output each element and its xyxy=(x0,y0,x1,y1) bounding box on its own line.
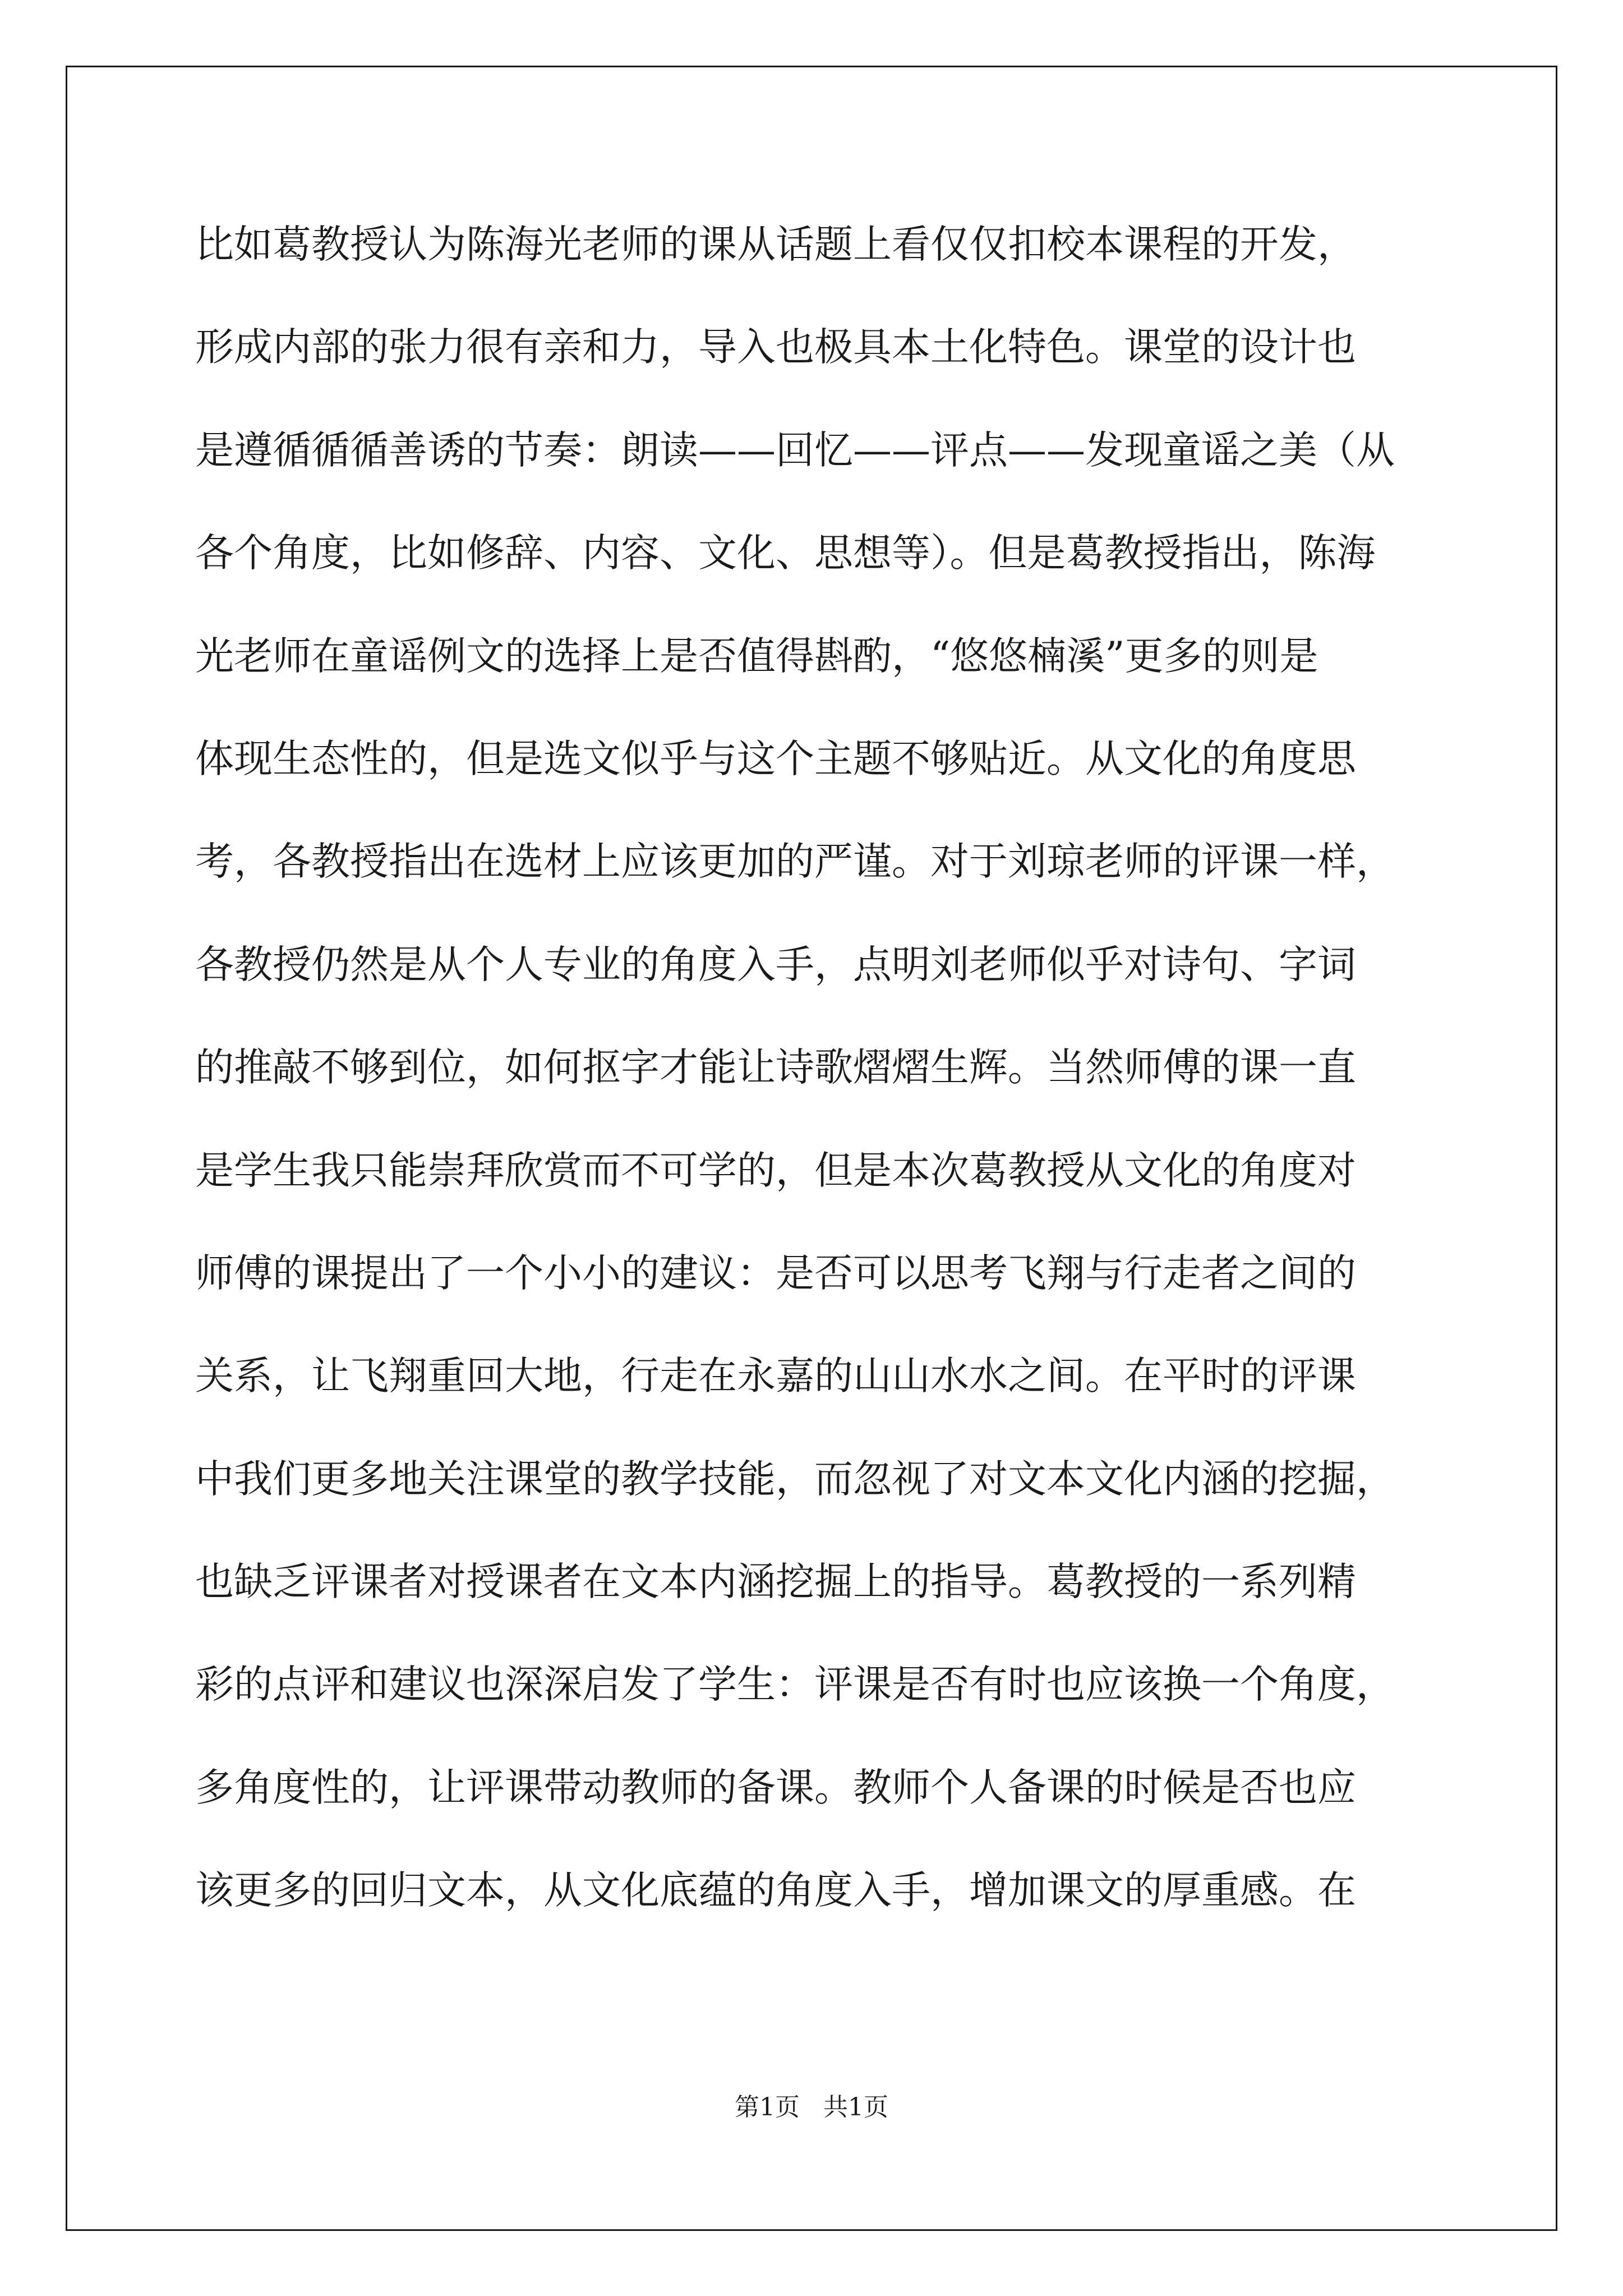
text-line: 是遵循循循善诱的节奏：朗读——回忆——评点——发现童谣之美（从 xyxy=(195,427,1395,473)
text-line: 多角度性的，让评课带动教师的备课。教师个人备课的时候是否也应 xyxy=(195,1765,1356,1810)
text-line: 体现生态性的，但是选文似乎与这个主题不够贴近。从文化的角度思 xyxy=(195,736,1356,781)
text-line: 是学生我只能崇拜欣赏而不可学的，但是本次葛教授从文化的角度对 xyxy=(195,1148,1356,1193)
text-line: 光老师在童谣例文的选择上是否值得斟酌，“悠悠楠溪”更多的则是 xyxy=(195,633,1318,679)
text-line: 形成内部的张力很有亲和力，导入也极具本土化特色。课堂的设计也 xyxy=(195,325,1356,370)
text-line: 各教授仍然是从个人专业的角度入手，点明刘老师似乎对诗句、字词 xyxy=(195,942,1356,987)
body-text xyxy=(195,194,1429,1943)
text-line: 考，各教授指出在选材上应该更加的严谨。对于刘琼老师的评课一样， xyxy=(195,839,1395,885)
text-line: 彩的点评和建议也深深启发了学生：评课是否有时也应该换一个角度， xyxy=(195,1662,1395,1708)
page-number-footer: 第1页 共1页 xyxy=(735,2093,888,2122)
text-line: 各个角度，比如修辞、内容、文化、思想等）。但是葛教授指出，陈海 xyxy=(195,531,1376,576)
text-line: 该更多的回归文本，从文化底蕴的角度入手，增加课文的厚重感。在 xyxy=(195,1868,1356,1913)
text-line: 也缺乏评课者对授课者在文本内涵挖掘上的指导。葛教授的一系列精 xyxy=(195,1559,1356,1605)
text-line: 师傅的课提出了一个小小的建议：是否可以思考飞翔与行走者之间的 xyxy=(195,1250,1356,1296)
text-line: 的推敲不够到位，如何抠字才能让诗歌熠熠生辉。当然师傅的课一直 xyxy=(195,1045,1356,1091)
text-line: 比如葛教授认为陈海光老师的课从话题上看仅仅扣校本课程的开发， xyxy=(195,222,1356,267)
text-line: 中我们更多地关注课堂的教学技能，而忽视了对文本文化内涵的挖掘， xyxy=(195,1456,1395,1502)
text-line: 关系，让飞翔重回大地，行走在永嘉的山山水水之间。在平时的评课 xyxy=(195,1354,1356,1399)
